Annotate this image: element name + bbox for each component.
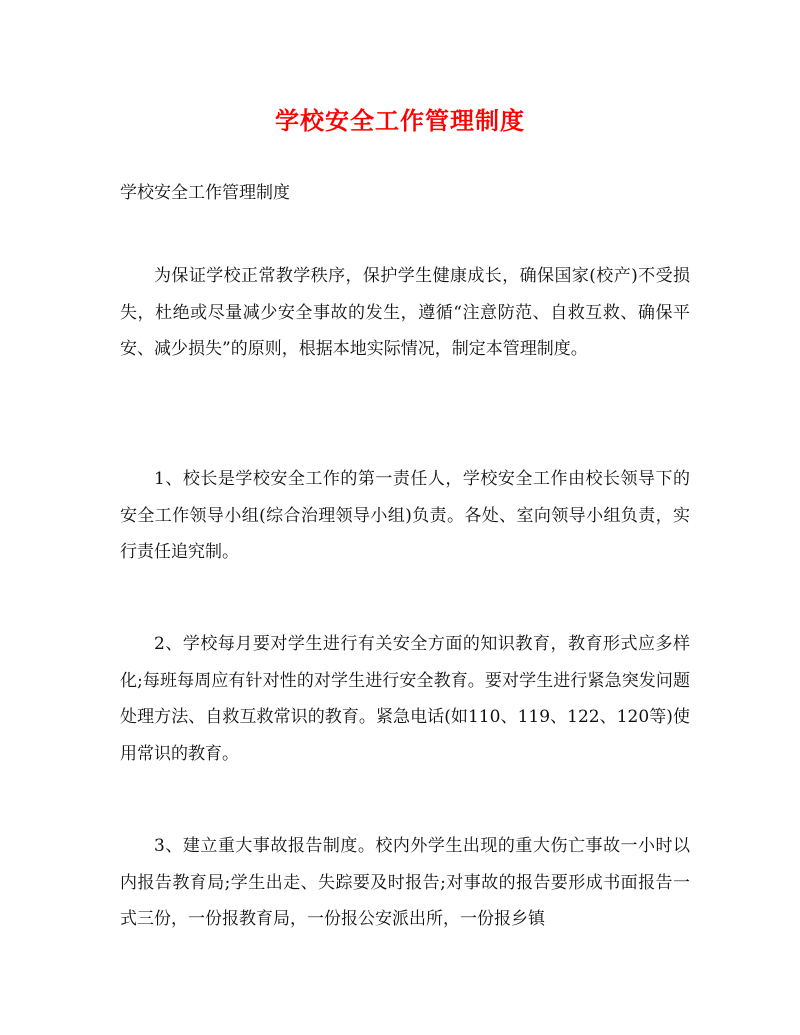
paragraph-intro: 为保证学校正常教学秩序，保护学生健康成长，确保国家(校产)不受损失，杜绝或尽量减少安全事故的发生，遵循“注意防范、自救互救、确保平安、减少损失”的原则，根据本地实际情况，制定本管理制度。 — [120, 266, 690, 359]
paragraph-item-1: 1、校长是学校安全工作的第一责任人，学校安全工作由校长领导下的安全工作领导小组(综合治理领导小组)负责。各处、室向领导小组负责，实行责任追究制。 — [120, 469, 690, 562]
document-subtitle: 学校安全工作管理制度 — [120, 183, 290, 203]
document-title: 学校安全工作管理制度 — [275, 106, 525, 135]
paragraph-item-2: 2、学校每月要对学生进行有关安全方面的知识教育，教育形式应多样化;每班每周应有针对性的对学生进行安全教育。要对学生进行紧急突发问题处理方法、自救互救常识的教育。紧急电话(如110、119、122、120等)使用常识的教育。 — [120, 634, 690, 764]
paragraph-item-3: 3、建立重大事故报告制度。校内外学生出现的重大伤亡事故一小时以内报告教育局;学生出走、失踪要及时报告;对事故的报告要形成书面报告一式三份，一份报教育局，一份报公安派出所，一份报乡镇 — [120, 836, 690, 929]
